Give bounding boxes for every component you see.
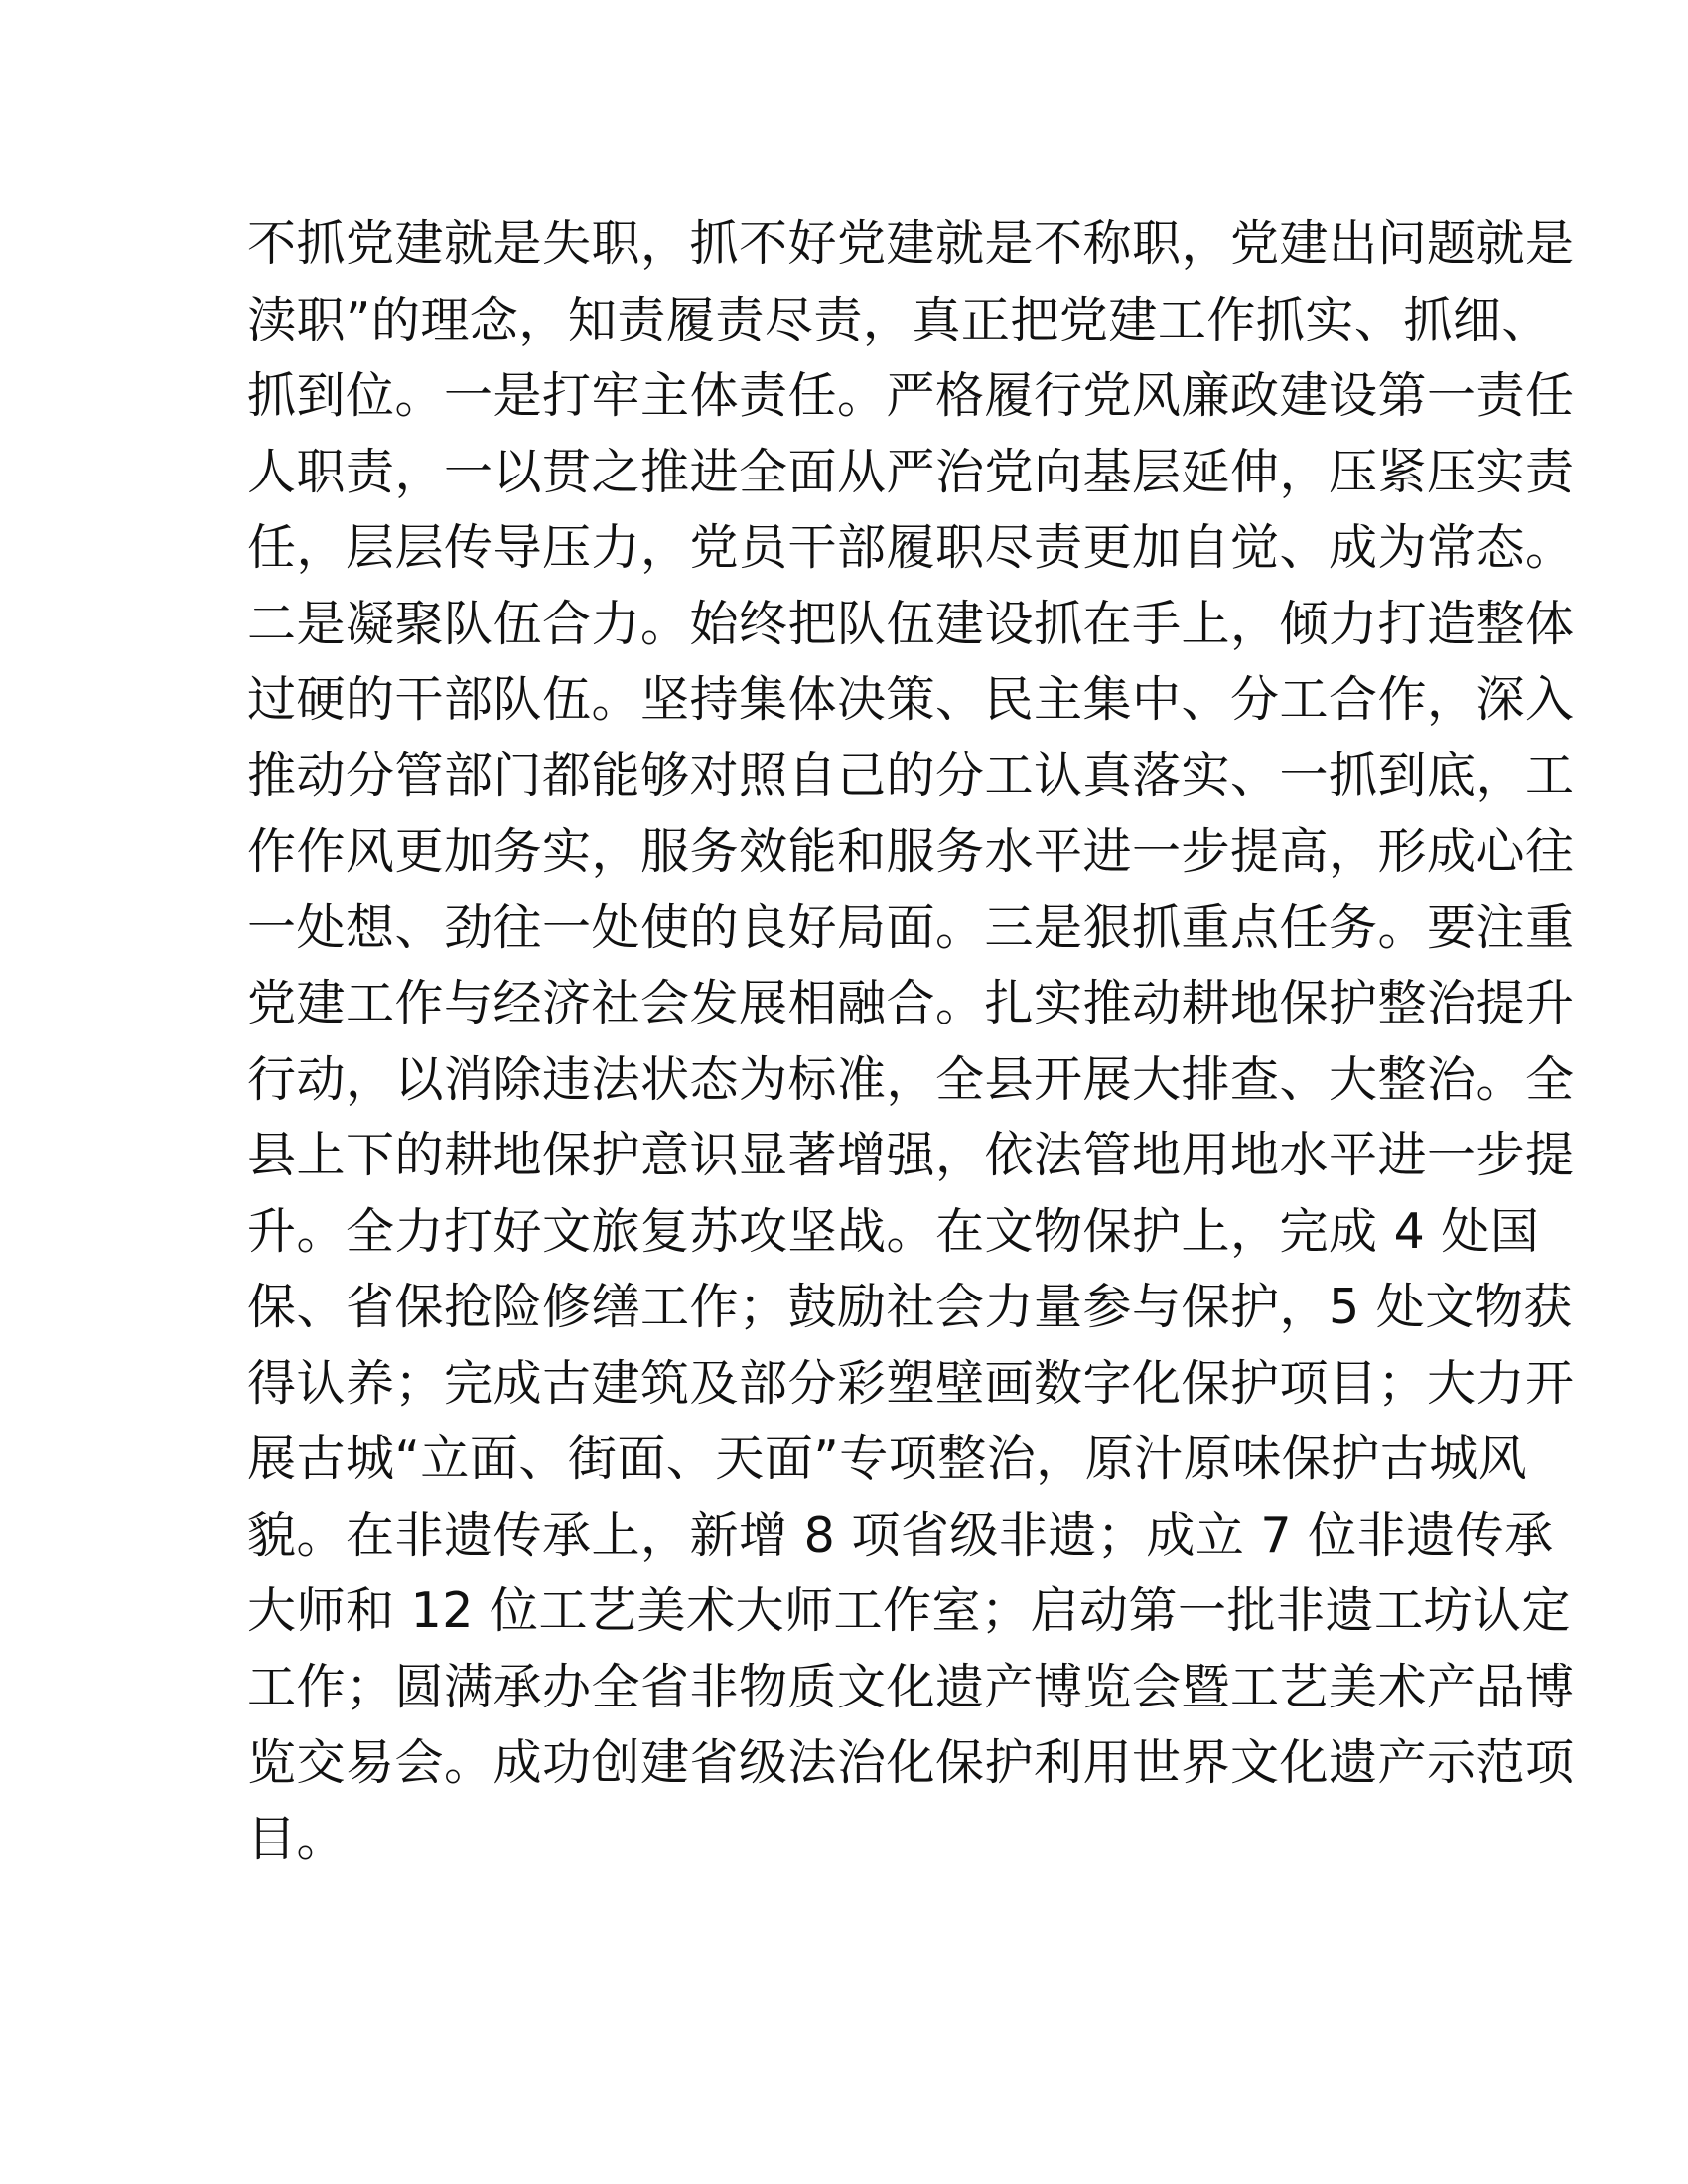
text-line: 貌。在非遗传承上，新增 8 项省级非遗；成立 7 位非遗传承 <box>247 1506 1554 1564</box>
text-line: 抓到位。一是打牢主体责任。严格履行党风廉政建设第一责任 <box>247 367 1575 424</box>
text-line: 览交易会。成功创建省级法治化保护利用世界文化遗产示范项 <box>247 1734 1575 1791</box>
text-line: 县上下的耕地保护意识显著增强，依法管地用地水平进一步提 <box>247 1127 1575 1183</box>
text-line: 作作风更加务实，服务效能和服务水平进一步提高，形成心往 <box>247 823 1575 880</box>
text-line: 过硬的干部队伍。坚持集体决策、民主集中、分工合作，深入 <box>247 671 1575 728</box>
text-line: 目。 <box>247 1810 347 1867</box>
text-line: 任，层层传导压力，党员干部履职尽责更加自觉、成为常态。 <box>247 519 1575 576</box>
text-line: 不抓党建就是失职，抓不好党建就是不称职，党建出问题就是 <box>247 215 1575 272</box>
text-line: 党建工作与经济社会发展相融合。扎实推动耕地保护整治提升 <box>247 975 1575 1031</box>
text-line: 得认养；完成古建筑及部分彩塑壁画数字化保护项目；大力开 <box>247 1354 1575 1412</box>
text-line: 大师和 12 位工艺美术大师工作室；启动第一批非遗工坊认定 <box>247 1582 1572 1639</box>
text-line: 人职责，一以贯之推进全面从严治党向基层延伸，压紧压实责 <box>247 443 1575 500</box>
body-paragraph <box>247 206 1575 1877</box>
text-line: 渎职”的理念，知责履责尽责，真正把党建工作抓实、抓细、 <box>247 291 1551 348</box>
text-line: 一处想、劲往一处使的良好局面。三是狠抓重点任务。要注重 <box>247 898 1575 956</box>
text-line: 二是凝聚队伍合力。始终把队伍建设抓在手上，倾力打造整体 <box>247 595 1575 652</box>
text-line: 展古城“立面、街面、天面”专项整治，原汁原味保护古城风 <box>247 1431 1528 1487</box>
text-line: 升。全力打好文旅复苏攻坚战。在文物保护上，完成 4 处国 <box>247 1202 1540 1260</box>
text-line: 保、省保抢险修缮工作；鼓励社会力量参与保护，5 处文物获 <box>247 1279 1573 1335</box>
text-line: 行动，以消除违法状态为标准，全县开展大排查、大整治。全 <box>247 1050 1575 1108</box>
text-line: 推动分管部门都能够对照自己的分工认真落实、一抓到底，工 <box>247 747 1575 804</box>
text-line: 工作；圆满承办全省非物质文化遗产博览会暨工艺美术产品博 <box>247 1658 1575 1715</box>
